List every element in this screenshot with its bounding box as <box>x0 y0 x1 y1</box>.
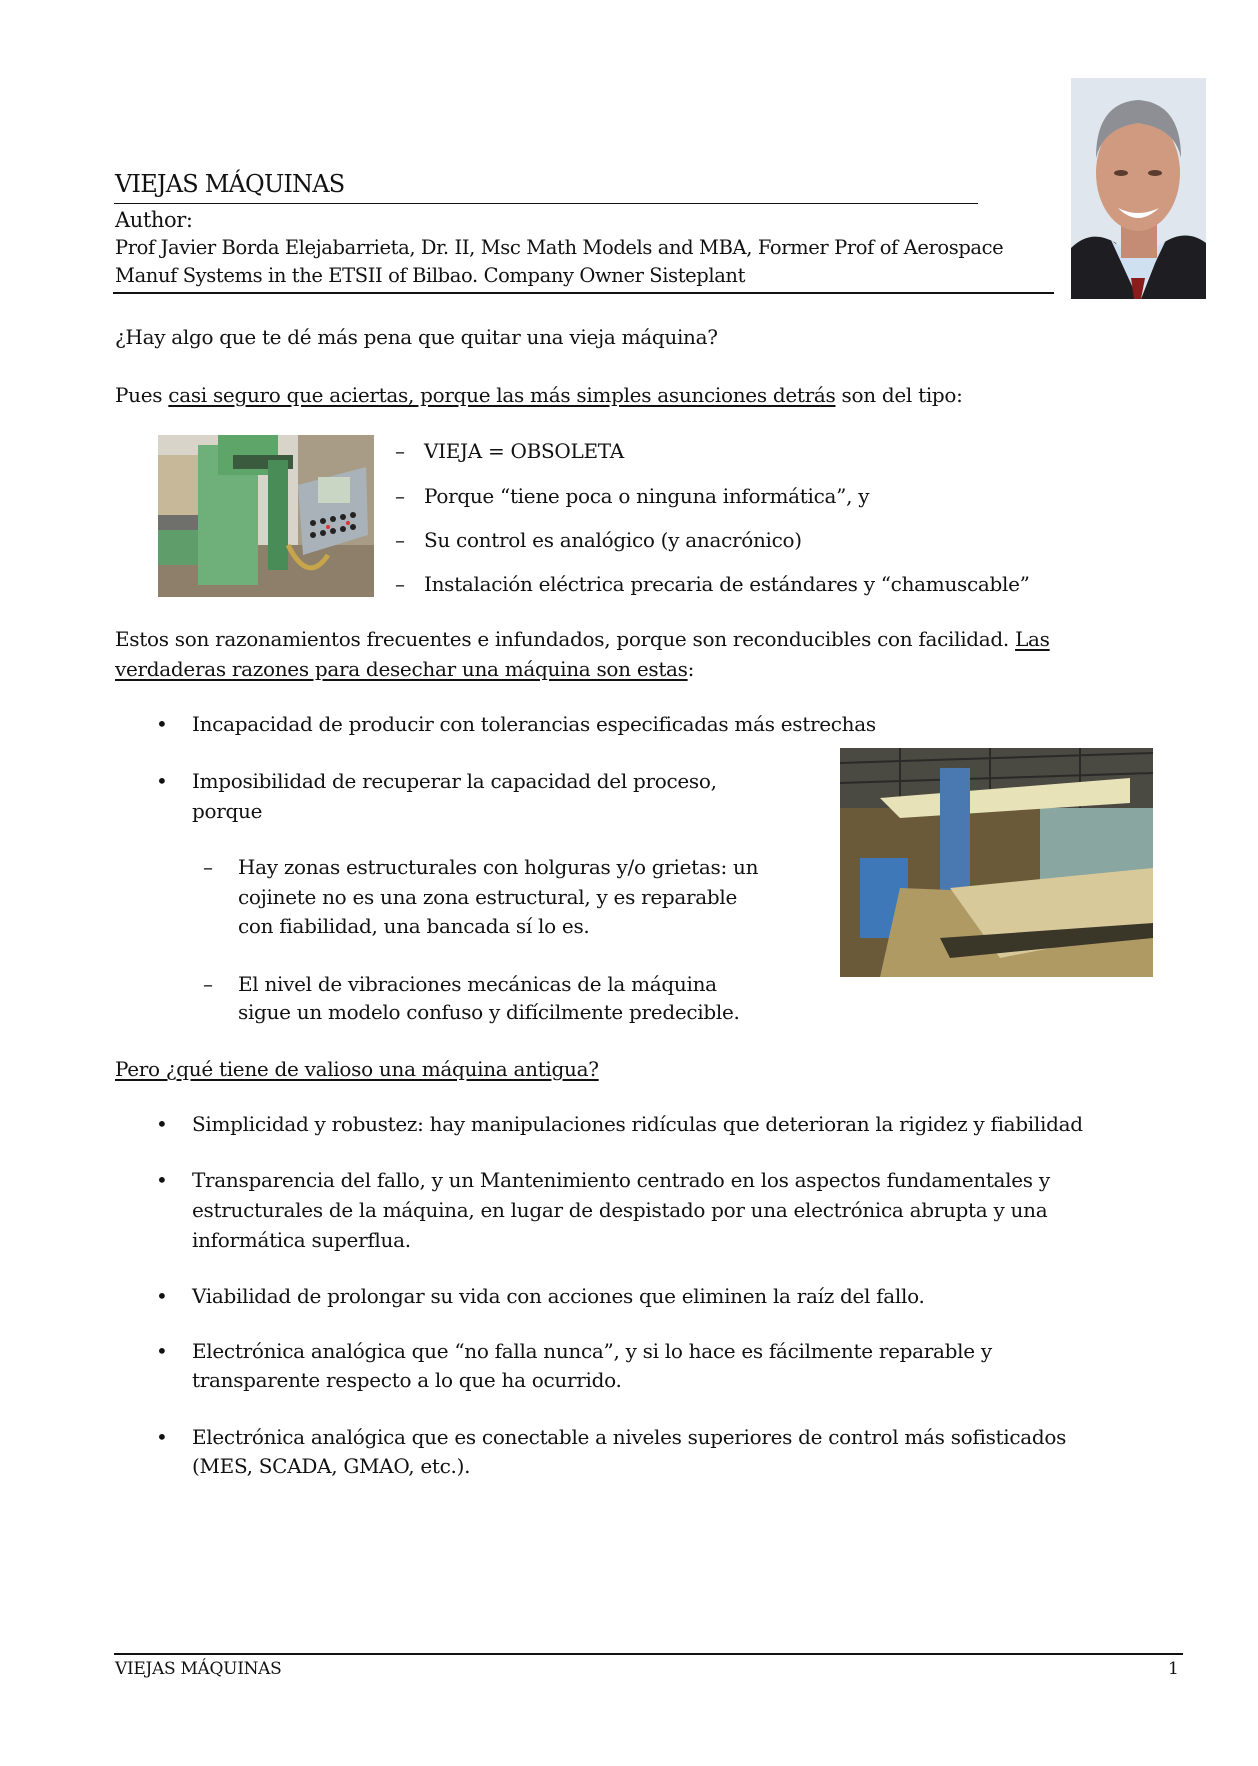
intro-statement <box>115 385 963 405</box>
dash-icon: – <box>203 855 213 879</box>
title-underline <box>114 203 978 204</box>
dash-icon: – <box>395 528 405 552</box>
sub-reason-1-line-1: Hay zonas estructurales con holguras y/o grietas: un <box>238 855 759 879</box>
sub-reason-1-line-2: cojinete no es una zona estructural, y es reparable <box>238 885 738 909</box>
author-portrait <box>1071 78 1206 299</box>
reason-bullet-2-line-1: Imposibilidad de recuperar la capacidad del proceso, <box>192 769 717 793</box>
reason-bullet-1: Incapacidad de producir con tolerancias especificadas más estrechas <box>192 712 876 736</box>
footer-rule <box>114 1653 1183 1655</box>
reasons-colon: : <box>687 657 695 681</box>
dash-icon: – <box>203 972 213 996</box>
intro-prefix: Pues <box>115 383 169 407</box>
value-heading: Pero ¿qué tiene de valioso una máquina antigua? <box>115 1057 599 1081</box>
assumption-text: Instalación eléctrica precaria de estándares y “chamuscable” <box>424 572 1030 596</box>
value-bullet-4-line-1: Electrónica analógica que “no falla nunca”, y si lo hace es fácilmente reparable y <box>192 1339 992 1363</box>
bullet-icon: • <box>156 1339 168 1363</box>
reasons-line-1 <box>115 629 1050 649</box>
bullet-icon: • <box>156 712 168 736</box>
dash-icon: – <box>395 484 405 508</box>
gantry-machine-photo <box>840 748 1153 977</box>
intro-suffix: son del tipo: <box>835 383 963 407</box>
intro-question: ¿Hay algo que te dé más pena que quitar una vieja máquina? <box>115 325 718 349</box>
document-title: VIEJAS MÁQUINAS <box>115 170 345 198</box>
value-bullet-2-line-2: estructurales de la máquina, en lugar de despistado por una electrónica abrupta y una <box>192 1198 1048 1222</box>
milling-machine-photo <box>158 435 374 597</box>
author-line-2: Manuf Systems in the ETSII of Bilbao. Company Owner Sisteplant <box>115 264 746 287</box>
bullet-icon: • <box>156 1284 168 1308</box>
value-bullet-5-line-1: Electrónica analógica que es conectable a niveles superiores de control más sofisticados <box>192 1425 1067 1449</box>
assumption-text: Su control es analógico (y anacrónico) <box>424 528 802 552</box>
reasons-underlined: verdaderas razones para desechar una máquina son estas <box>115 657 688 681</box>
value-bullet-3: Viabilidad de prolongar su vida con acciones que eliminen la raíz del fallo. <box>192 1284 925 1308</box>
sub-reason-1-line-3: con fiabilidad, una bancada sí lo es. <box>238 914 590 938</box>
reasons-line-2 <box>115 659 694 679</box>
value-bullet-2-line-3: informática superflua. <box>192 1228 411 1252</box>
dash-icon: – <box>395 439 405 463</box>
bullet-icon: • <box>156 1112 168 1136</box>
value-bullet-2-line-1: Transparencia del fallo, y un Mantenimiento centrado en los aspectos fundamentales y <box>192 1168 1050 1192</box>
intro-underlined: casi seguro que aciertas, porque las más simples asunciones detrás <box>168 383 836 407</box>
reasons-underlined-start: Las <box>1015 627 1050 651</box>
author-line-1: Prof Javier Borda Elejabarrieta, Dr. II, Msc Math Models and MBA, Former Prof of Aerospace <box>115 236 1004 259</box>
sub-reason-2-line-2: sigue un modelo confuso y difícilmente predecible. <box>238 1000 740 1024</box>
sub-reason-2-line-1: El nivel de vibraciones mecánicas de la máquina <box>238 972 717 996</box>
footer-title: VIEJAS MÁQUINAS <box>115 1659 282 1679</box>
value-bullet-5-line-2: (MES, SCADA, GMAO, etc.). <box>192 1454 471 1478</box>
bullet-icon: • <box>156 769 168 793</box>
value-bullet-4-line-2: transparente respecto a lo que ha ocurrido. <box>192 1368 622 1392</box>
reasons-plain: Estos son razonamientos frecuentes e infundados, porque son reconducibles con facilidad. <box>115 627 1016 651</box>
author-label: Author: <box>115 208 193 232</box>
assumption-text: VIEJA = OBSOLETA <box>424 439 624 463</box>
bullet-icon: • <box>156 1168 168 1192</box>
reason-bullet-2-line-2: porque <box>192 799 263 823</box>
value-bullet-1: Simplicidad y robustez: hay manipulaciones ridículas que deterioran la rigidez y fiabilidad <box>192 1112 1083 1136</box>
dash-icon: – <box>395 572 405 596</box>
header-rule <box>113 292 1054 294</box>
page-number: 1 <box>1168 1659 1179 1679</box>
bullet-icon: • <box>156 1425 168 1449</box>
assumption-text: Porque “tiene poca o ninguna informática”, y <box>424 484 870 508</box>
